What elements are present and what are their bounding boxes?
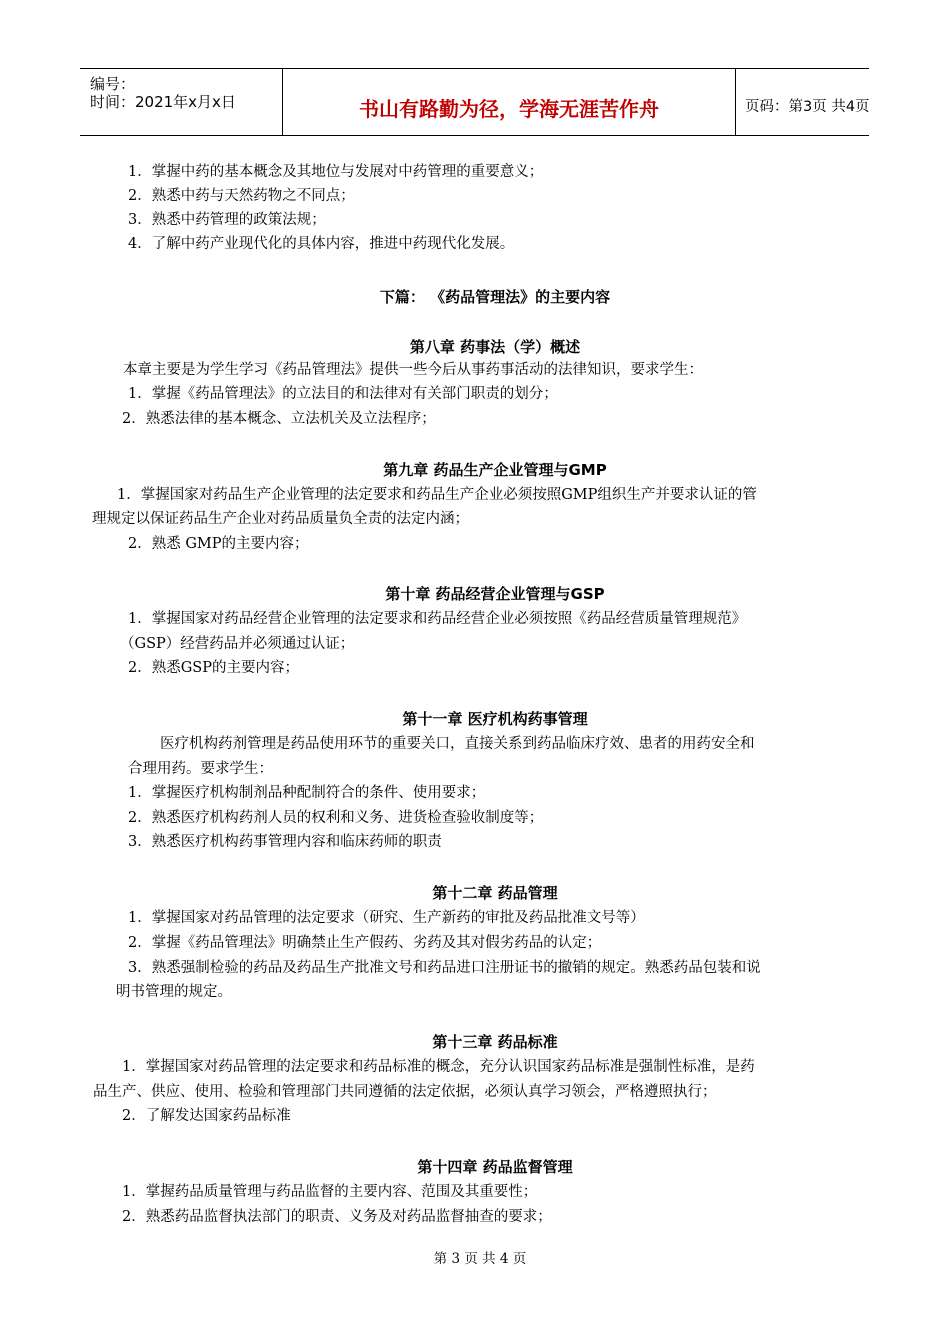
list-item: 2．熟悉药品监督执法部门的职责、义务及对药品监督抽查的要求； (122, 1209, 552, 1225)
header-motto: 书山有路勤为径，学海无涯苦作舟 (359, 97, 659, 121)
chapter-intro: 合理用药。要求学生： (128, 761, 273, 777)
list-item: 1．掌握国家对药品管理的法定要求和药品标准的概念，充分认识国家药品标准是强制性标准，是药 (122, 1059, 755, 1075)
chapter-title: 第十三章 药品标准 (432, 1033, 558, 1051)
list-item: 1．掌握国家对药品管理的法定要求（研究、生产新药的审批及药品批准文号等） (128, 910, 645, 926)
list-item: 2．熟悉GSP的主要内容； (128, 660, 299, 676)
list-item: 3．熟悉中药管理的政策法规； (128, 212, 326, 228)
header-page-number: 页码：第3页 共4页 (745, 99, 870, 115)
list-item: 1．掌握中药的基本概念及其地位与发展对中药管理的重要意义； (128, 164, 544, 180)
list-item: 明书管理的规定。 (116, 984, 232, 1000)
list-item: 1．掌握国家对药品经营企业管理的法定要求和药品经营企业必须按照《药品经营质量管理规范》 (128, 611, 747, 627)
list-item: 品生产、供应、使用、检验和管理部门共同遵循的法定依据，必须认真学习领会，严格遵照执行； (93, 1084, 717, 1100)
list-item: 1．掌握《药品管理法》的立法目的和法律对有关部门职责的划分； (128, 386, 558, 402)
header-center-cell (282, 69, 736, 135)
header-left-cell (80, 69, 282, 135)
chapter-title: 第十一章 医疗机构药事管理 (402, 710, 588, 728)
list-item: 2．熟悉中药与天然药物之不同点； (128, 188, 355, 204)
chapter-title: 第十四章 药品监督管理 (417, 1158, 573, 1176)
document-time-label: 时间：2021年x月x日 (90, 93, 236, 111)
chapter-title: 第八章 药事法（学）概述 (409, 338, 581, 356)
list-item: 1．掌握医疗机构制剂品种配制符合的条件、使用要求； (128, 785, 486, 801)
chapter-title: 第十二章 药品管理 (432, 884, 558, 902)
header-right-cell (735, 69, 869, 135)
chapter-title: 第九章 药品生产企业管理与GMP (383, 461, 607, 479)
part-title: 下篇： 《药品管理法》的主要内容 (379, 288, 611, 306)
chapter-title: 第十章 药品经营企业管理与GSP (385, 585, 605, 603)
list-item: 理规定以保证药品生产企业对药品质量负全责的法定内涵； (92, 511, 469, 527)
list-item: 2．熟悉医疗机构药剂人员的权利和义务、进货检查验收制度等； (128, 810, 544, 826)
list-item: 2．掌握《药品管理法》明确禁止生产假药、劣药及其对假劣药品的认定； (128, 935, 602, 951)
list-item: 3．熟悉强制检验的药品及药品生产批准文号和药品进口注册证书的撤销的规定。熟悉药品包装和说 (128, 960, 761, 976)
document-number-label: 编号： (90, 75, 136, 93)
list-item: 2．熟悉 GMP的主要内容； (128, 536, 309, 552)
list-item: 1．掌握药品质量管理与药品监督的主要内容、范围及其重要性； (122, 1184, 538, 1200)
list-item: 2．了解发达国家药品标准 (122, 1108, 291, 1124)
list-item: （GSP）经营药品并必须通过认证； (120, 636, 355, 652)
chapter-intro: 医疗机构药剂管理是药品使用环节的重要关口，直接关系到药品临床疗效、患者的用药安全和 (160, 736, 755, 752)
list-item: 3．熟悉医疗机构药事管理内容和临床药师的职责 (128, 834, 442, 850)
list-item: 2．熟悉法律的基本概念、立法机关及立法程序； (122, 411, 436, 427)
list-item: 4．了解中药产业现代化的具体内容，推进中药现代化发展。 (128, 236, 515, 252)
chapter-intro: 本章主要是为学生学习《药品管理法》提供一些今后从事药事活动的法律知识，要求学生： (123, 362, 703, 378)
list-item: 1．掌握国家对药品生产企业管理的法定要求和药品生产企业必须按照GMP组织生产并要求认证的管 (117, 487, 757, 503)
page-footer: 第 3 页 共 4 页 (433, 1251, 527, 1267)
page-header (80, 68, 869, 136)
